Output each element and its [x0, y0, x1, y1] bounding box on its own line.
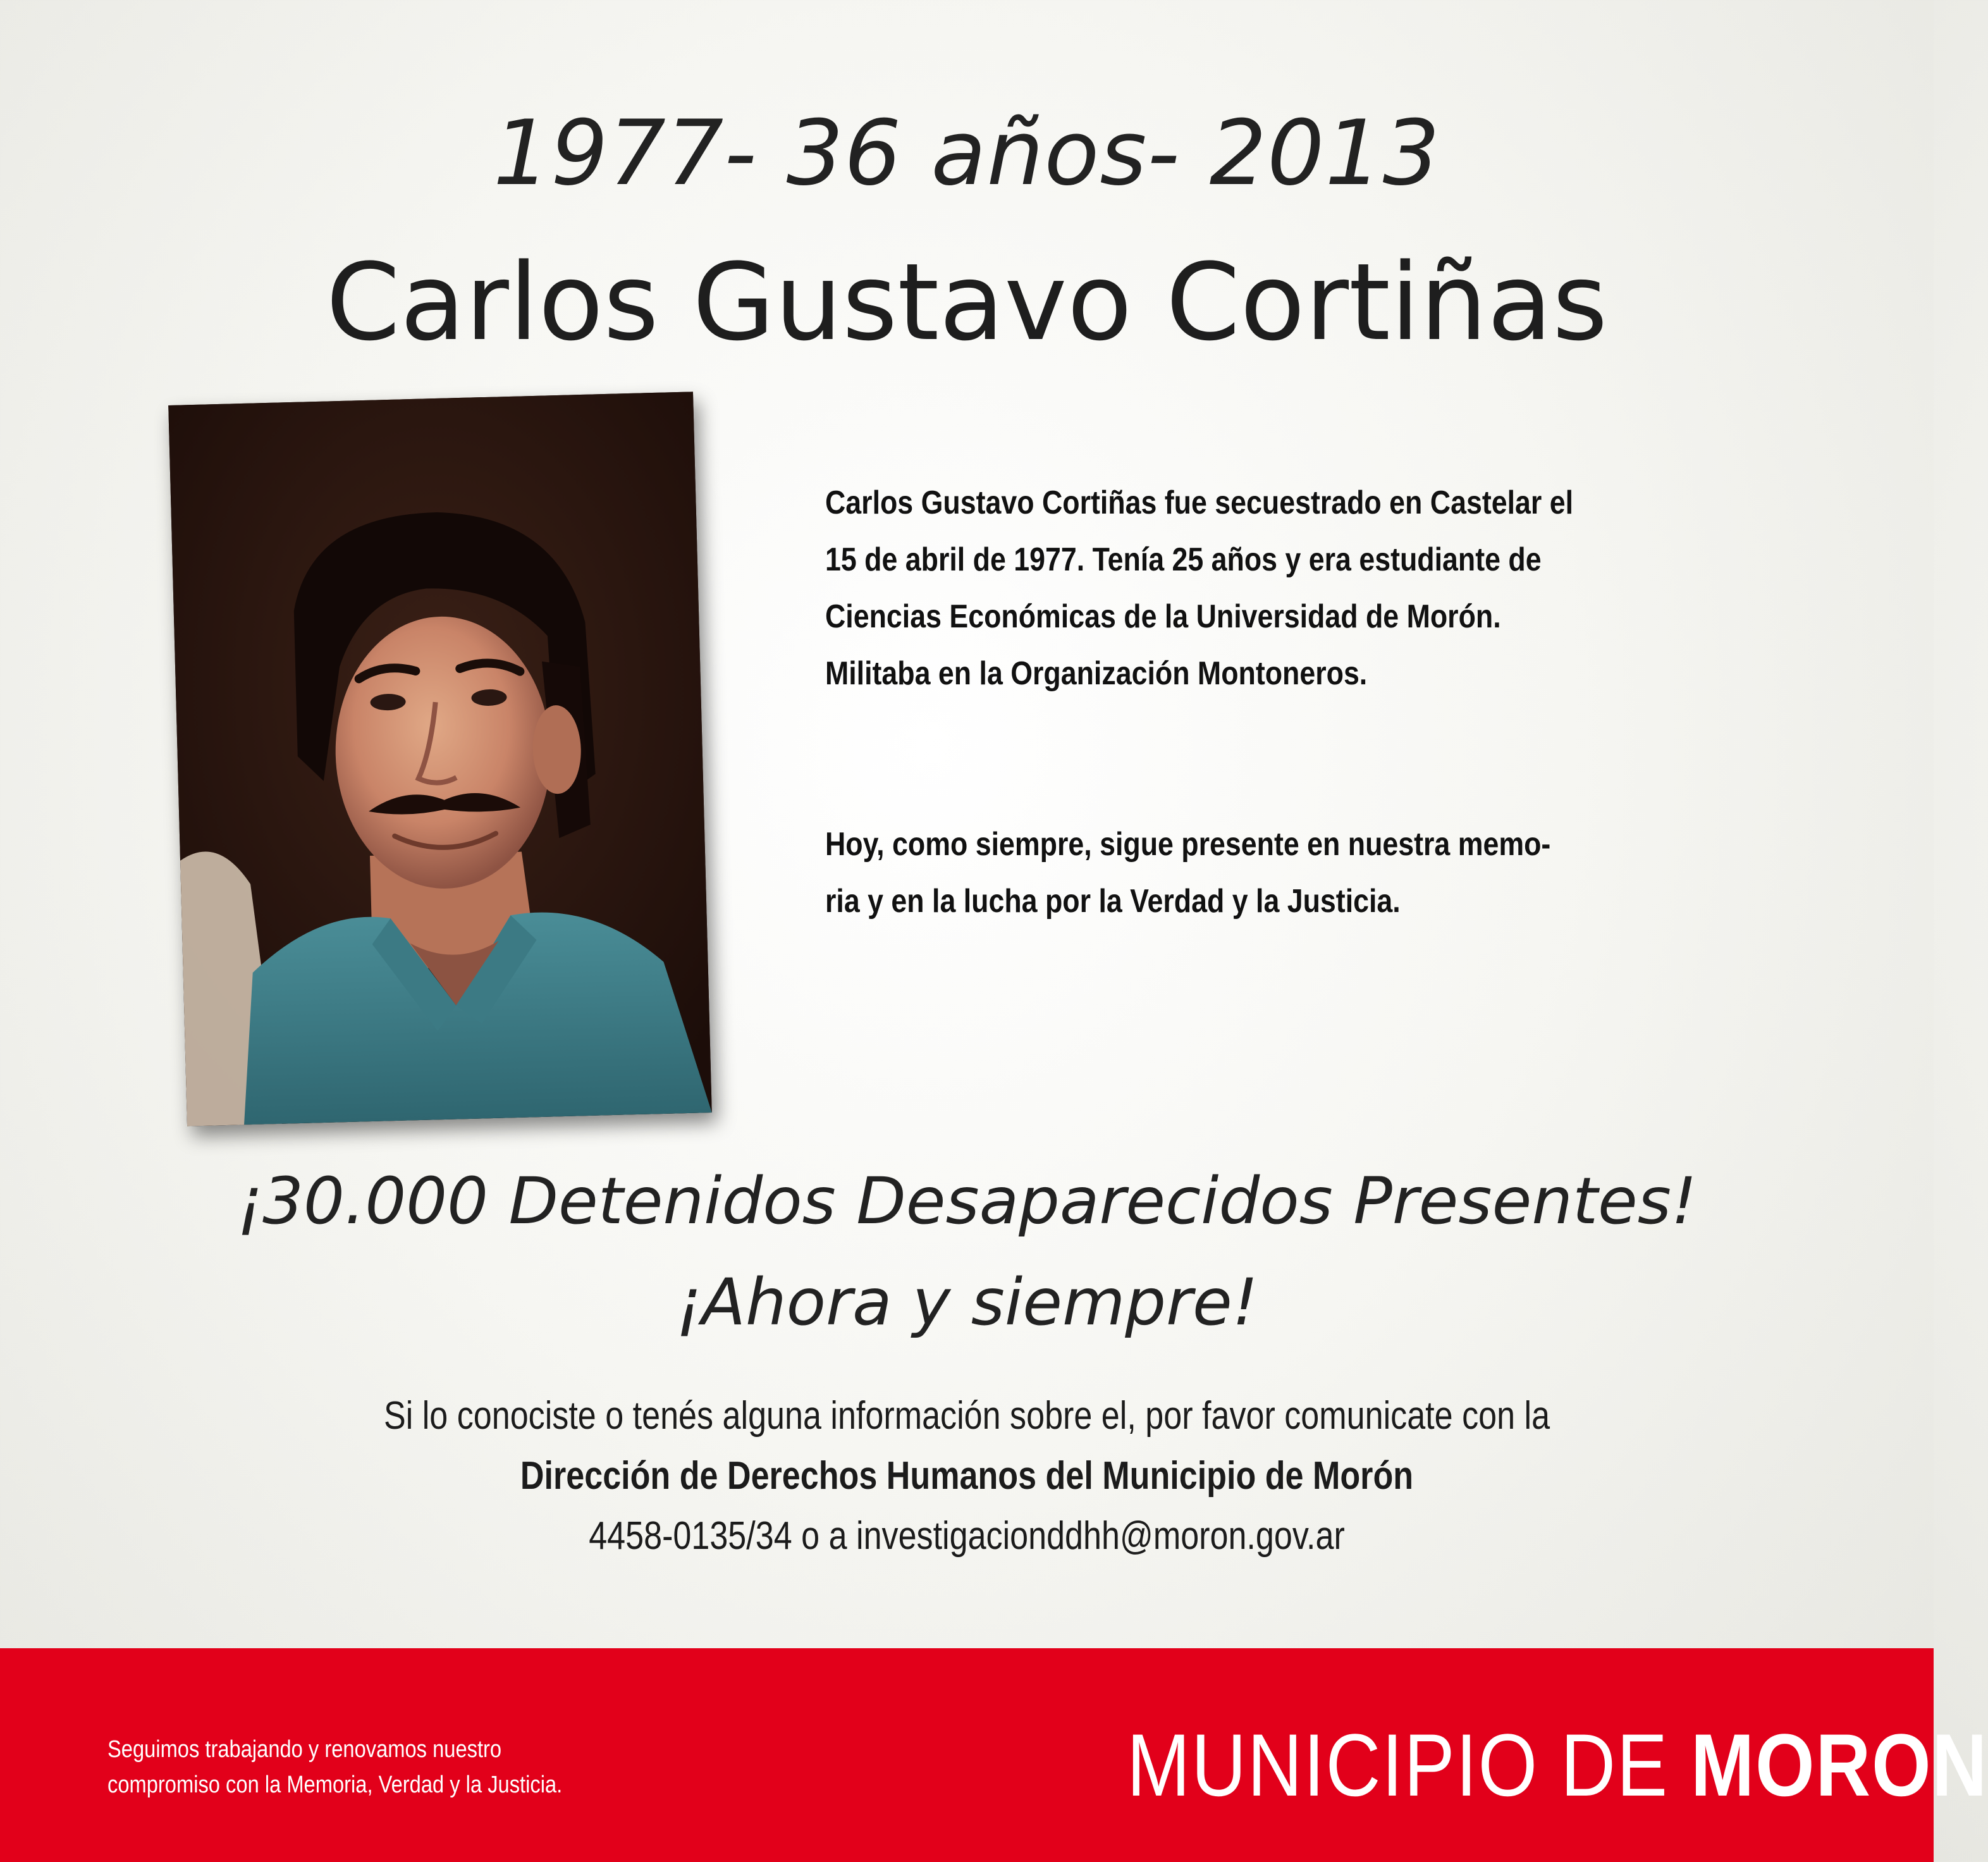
portrait-photo: [168, 392, 712, 1126]
bio-line: 15 de abril de 1977. Tenía 25 años y era estudiante de: [825, 541, 1542, 578]
bio-line: Militaba en la Organización Montoneros.: [825, 655, 1368, 692]
bio-line: Hoy, como siempre, sigue presente en nuestra memo-: [825, 826, 1551, 863]
bio-line: Carlos Gustavo Cortiñas fue secuestrado en Castelar el: [825, 484, 1574, 521]
contact-intro: Si lo conociste o tenés alguna información sobre el, por favor comunicate con la: [383, 1394, 1550, 1438]
municipio-logo: [1127, 1714, 1988, 1816]
biography: [825, 474, 1619, 930]
title-name: Carlos Gustavo Cortiñas: [326, 240, 1608, 364]
tagline-line: Seguimos trabajando y renovamos nuestro: [107, 1736, 502, 1763]
logo-regular-text: MUNICIPIO DE: [1127, 1715, 1691, 1815]
slogan-line-2: ¡Ahora y siempre!: [675, 1265, 1258, 1340]
bio-paragraph-2: [825, 816, 1619, 930]
bio-paragraph-1: [825, 474, 1619, 702]
bio-line: Ciencias Económicas de la Universidad de Morón.: [825, 598, 1501, 635]
title-years: 1977- 36 años- 2013: [493, 101, 1441, 206]
contact-details: 4458-0135/34 o a investigacionddhh@moron.gov.ar: [589, 1514, 1345, 1558]
logo-bold-text: MORON: [1690, 1715, 1988, 1815]
slogan-line-1: ¡30.000 Detenidos Desaparecidos Presentes!: [236, 1164, 1697, 1239]
footer-tagline: [107, 1732, 562, 1803]
tagline-line: compromiso con la Memoria, Verdad y la Justicia.: [107, 1772, 563, 1798]
contact-organization: Dirección de Derechos Humanos del Municipio de Morón: [520, 1454, 1414, 1498]
bio-line: ria y en la lucha por la Verdad y la Justicia.: [825, 883, 1401, 920]
